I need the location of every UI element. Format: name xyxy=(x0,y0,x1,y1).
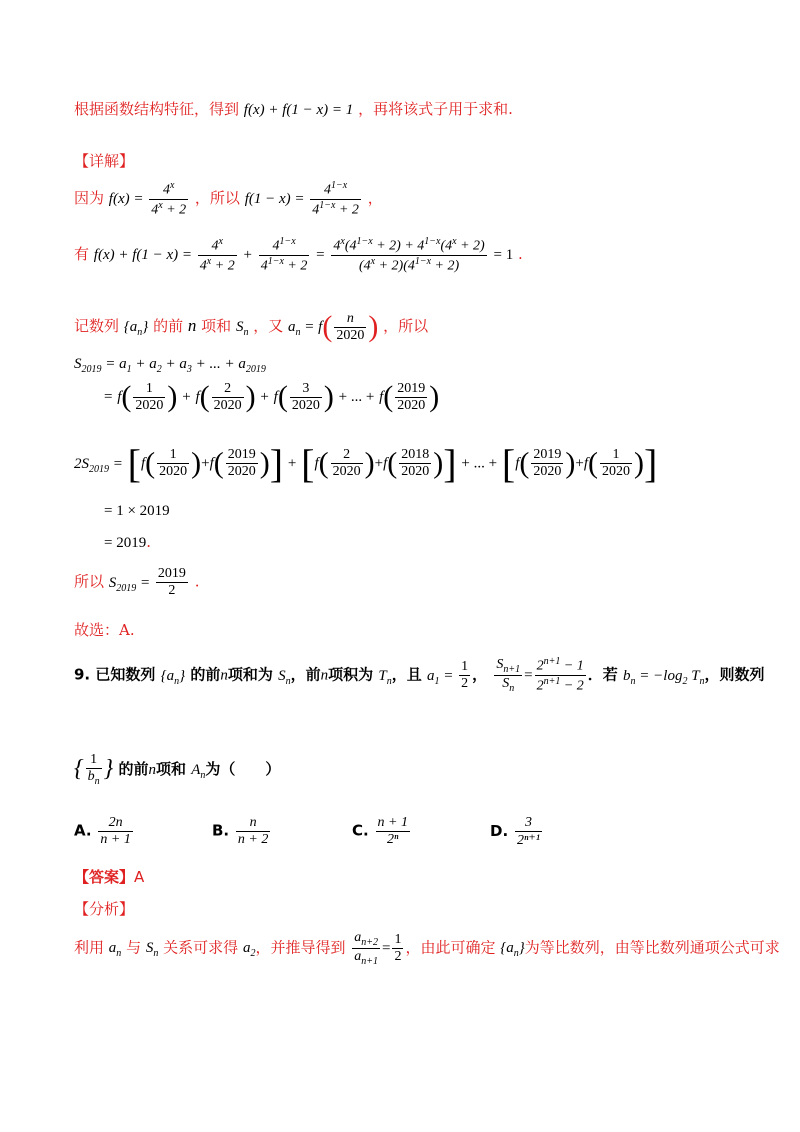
analysis-t1: 利用 xyxy=(74,938,105,957)
option-c-letter: C. xyxy=(352,821,369,840)
fx-def: f(x) = xyxy=(108,191,148,208)
have-prefix: 有 xyxy=(74,245,90,264)
q9-t1: 已知数列 xyxy=(95,665,156,684)
q9-t10: 的前 xyxy=(118,759,149,778)
q9-t3: 项和为 xyxy=(227,665,273,684)
answer-value: A xyxy=(134,868,145,886)
q9-number: 9. xyxy=(74,665,91,684)
q9-t7: ， xyxy=(472,665,488,684)
two-s2019-line: $2S_{2019} = [f$( $\frac{1}{2020}$ )+f( $\frac{2019}{2020}$ )] + [f( $\frac{2}{2020}$ )+f( $\frac{2018}{2020}$ )] + ... + [f( $\frac{2019}{2020}$ )+f( $\frac{1}{2020}$ )] xyxy=(74,441,658,486)
option-d-frac: $\frac{3}{\text{2ⁿ⁺¹}}$ xyxy=(516,815,540,848)
s2019-sum: $S_{2019} = a_1 + a_2 + a_3$ + ... + $a_{2019}$ xyxy=(74,356,266,375)
analysis-t2: 与 xyxy=(126,938,142,957)
an-frac: $\frac{n}{2020}$ xyxy=(336,310,365,343)
record-tail: ，所以 xyxy=(383,317,429,335)
analysis-intro-text-before: 根据函数结构特征，得到 xyxy=(74,100,240,118)
have-result: = 1 xyxy=(493,247,514,264)
q9-t4: ，前 xyxy=(290,665,321,684)
detail-header: 【详解】 xyxy=(74,152,135,170)
so-s2019: $S_{2019}$ = xyxy=(108,574,154,594)
analysis-intro-line xyxy=(74,98,513,119)
because-prefix: 因为 xyxy=(74,189,105,208)
paren-r: ) xyxy=(368,310,379,343)
exp-f2: f xyxy=(195,389,200,405)
analysis-t3: 关系可求得 xyxy=(163,938,239,957)
record-line xyxy=(74,310,428,344)
option-a[interactable] xyxy=(74,815,135,848)
record-prefix: 记数列 xyxy=(74,317,120,335)
q9-t5: 项积为 xyxy=(328,665,374,684)
analysis-intro-text-after: ，再将该式子用于求和. xyxy=(358,100,513,118)
have-frac-1: $\frac{4^x}{4^x + 2}$ xyxy=(199,236,235,274)
have-line xyxy=(74,236,523,274)
because-so: ，所以 xyxy=(194,189,240,208)
q9-t8: ．若 xyxy=(587,665,618,684)
q9-t6: ，且 xyxy=(391,665,422,684)
two-s2019: $2S_{2019}$ = xyxy=(74,455,123,475)
result-line-1: = 1 × 2019 xyxy=(104,503,170,519)
option-c-frac: $\frac{n + 1}{\text{2ⁿ}}$ xyxy=(377,815,408,847)
option-a-frac: $\frac{2n}{n + 1}$ xyxy=(100,815,131,847)
option-d-letter: D. xyxy=(490,822,509,840)
because-tail: ， xyxy=(367,189,383,208)
result-dot: . xyxy=(146,533,151,551)
q9-an: $\{a_n\}$ xyxy=(160,667,186,687)
answer-line xyxy=(74,866,144,887)
record-mid1: 的前 xyxy=(153,317,184,335)
seq-an-braces: $\{a_n\}$ xyxy=(123,319,149,338)
so-tail: . xyxy=(194,572,200,591)
record-mid3: ，又 xyxy=(253,317,284,335)
q9-t2: 的前 xyxy=(190,665,221,684)
paren-l: ( xyxy=(322,310,333,343)
q9-t11: 项和 xyxy=(155,759,186,778)
have-plus: + xyxy=(243,247,252,264)
record-mid2: 项和 xyxy=(201,317,232,335)
analysis-t6: 为等比数列，由等比数列通项公式可求 xyxy=(524,938,780,957)
so-line xyxy=(74,566,199,599)
s2019-sum-line xyxy=(74,354,266,375)
an-def: $a_n = f$ xyxy=(288,319,323,338)
sum-lhs: f(x) + f(1 − x) = xyxy=(93,247,196,264)
question9-line1: 9. 已知数列 $\{a_n\}$ 的前n项和为 $S_n$，前n项积为 $T_n$，且 $a_1$ = $\frac{1}{2}$ ， $\frac{S_{n+1}}{S_n}$ = $\frac{2^{n+1} - 1}{2^{n+1} - 2}$ ．若 $b_n = -\log_2$ $T_n$，则数列 xyxy=(74,656,765,694)
exp-f3: f xyxy=(273,389,278,405)
f1mx-def: f(1 − x) = xyxy=(244,191,309,208)
option-a-letter: A. xyxy=(74,821,92,840)
analysis-text-line: 利用 $a_n$ 与 $S_n$ 关系可求得 $a_2$，并推导得到 $\frac{a_{n+2}}{a_{n+1}}$ = $\frac{1}{2}$ ，由此可确定 $\{a_n\}$为等比数列，由等比数列通项公式可求 xyxy=(74,930,780,967)
answer-label: 【答案】 xyxy=(74,868,135,886)
option-b-frac: $\frac{n}{n + 2}$ xyxy=(237,815,269,847)
answer-choice-line: 故选：A. xyxy=(74,621,135,639)
exp-f2019: f xyxy=(379,389,384,405)
so-prefix: 所以 xyxy=(74,572,105,591)
have-frac-2: $\frac{4^{1-x}}{4^{1-x} + 2}$ xyxy=(260,236,308,274)
s2019-expansion: = f( $\frac{1}{2020}$ ) + f( $\frac{2}{2020}$ ) + f( $\frac{3}{2020}$ ) + ... + f( $\frac{2019}{2020}$ ) xyxy=(104,380,440,413)
option-d[interactable] xyxy=(490,815,544,849)
fx-fraction: $\frac{4^x}{4^x + 2}$ xyxy=(151,180,187,218)
option-b-letter: B. xyxy=(212,821,230,840)
have-frac-3: $\frac{4^x(4^{1-x} + 2) + 4^{1-x}(4^x + 2)}{(4^x + 2)(4^{1-x} + 2)}$ xyxy=(333,236,485,274)
result-2: = 2019 xyxy=(104,535,147,551)
analysis-t4: ，并推导得到 xyxy=(255,938,346,957)
because-line xyxy=(74,180,383,218)
exp-eq: = xyxy=(104,389,113,405)
result-line-2 xyxy=(104,533,151,552)
q9-t12: 为（ ） xyxy=(205,759,281,778)
have-tail: . xyxy=(517,245,523,264)
analysis-intro-formula: f(x) + f(1 − x) = 1 xyxy=(243,102,354,118)
exp-f1: f xyxy=(117,389,122,405)
record-n: n xyxy=(187,316,197,335)
f1mx-fraction: $\frac{4^{1-x}}{4^{1-x} + 2}$ xyxy=(312,180,359,218)
analysis-t5: ，由此可确定 xyxy=(405,938,496,957)
record-Sn: $S_n$ xyxy=(235,319,249,338)
so-frac: $\frac{2019}{2}$ xyxy=(157,566,186,598)
option-c[interactable] xyxy=(352,815,412,848)
question9-line2: { $\frac{1}{b_n}$ } 的前n项和 $A_n$为（ ） xyxy=(74,752,281,787)
have-eq: = xyxy=(316,247,325,264)
analysis-header: 【分析】 xyxy=(74,900,135,918)
option-b[interactable] xyxy=(212,815,272,848)
q9-t9: ，则数列 xyxy=(704,665,765,684)
